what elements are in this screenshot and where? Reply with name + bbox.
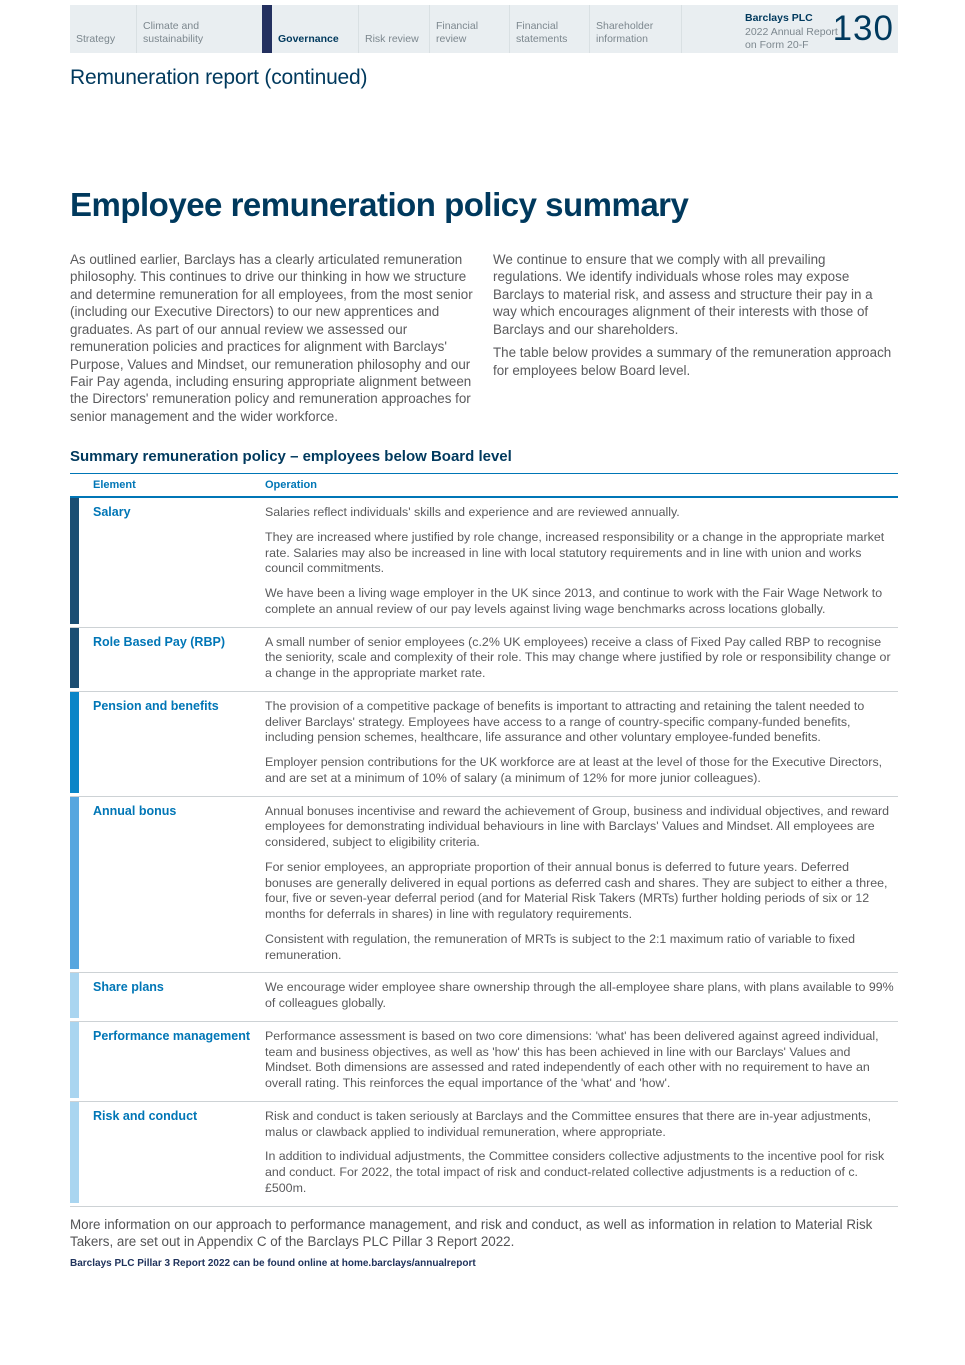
operation-cell [265, 1102, 898, 1206]
policy-row-share-plans [70, 972, 898, 1021]
operation-paragraph: Consistent with regulation, the remuneration of MRTs is subject to the 2:1 maximum ratio of variable to fixed remuneration. [265, 931, 855, 962]
tab-financial-statements[interactable] [509, 5, 589, 53]
operation-cell [265, 692, 898, 796]
policy-row-risk-and-conduct [70, 1101, 898, 1206]
operation-paragraph: A small number of senior employees (c.2% UK employees) receive a class of Fixed Pay called RBP to recognise the seniority, scale and complexity of their role. This may change where justified by role or responsibility change or a change in the appropriate market rate. [265, 634, 891, 681]
intro-paragraph: As outlined earlier, Barclays has a clearly articulated remuneration philosophy. This continues to drive our thinking in how we structure and determine remuneration for all employees, from the most senior (including our Executive Directors) to our new apprentices and graduates. As part of our annual review we assessed our remuneration policies and practices for alignment with Barclays' Purpose, Values and Mindset, our remuneration philosophy and our Fair Pay agenda, including ensuring appropriate alignment between the Directors' remuneration policy and remuneration approaches for senior management and the wider workforce. [70, 252, 473, 424]
footer-small-note: Barclays PLC Pillar 3 Report 2022 can be found online at home.barclays/annualreport [70, 1257, 476, 1269]
operation-paragraph: The provision of a competitive package of benefits is important to attracting and retaining the talent needed to deliver Barclays' strategy. Employees have access to a range of country-specific company-funded benefits, including pension schemes, healthcare, life assurance and other voluntary employee-funded benefits. [265, 698, 865, 745]
element-label: Share plans [93, 980, 164, 995]
operation-paragraph: Employer pension contributions for the UK workforce are at least at the level of those for the Executive Directors, and are set at a minimum of 10% of salary (a minimum of 12% for more junior colleagues). [265, 755, 883, 785]
row-accent-bar [70, 1102, 79, 1203]
policy-row-performance-management [70, 1021, 898, 1101]
operation-paragraph: Risk and conduct is taken seriously at Barclays and the Committee ensures that there are in-year adjustments, malus or clawback applied to individual remuneration, where appropriate. [265, 1108, 872, 1139]
element-label: Role Based Pay (RBP) [93, 634, 225, 649]
tab-climate-and-sustainability[interactable] [136, 5, 262, 53]
brand-block [743, 5, 843, 53]
element-label: Risk and conduct [93, 1108, 198, 1123]
operation-cell [265, 1022, 898, 1101]
policy-row-pension-and-benefits [70, 691, 898, 796]
policy-table [70, 473, 898, 1207]
operation-cell [265, 797, 898, 973]
policy-row-annual-bonus [70, 796, 898, 973]
operation-paragraph: Performance assessment is based on two core dimensions: 'what' has been delivered against agreed individual, team and business objectives, as well as 'how' this has been achieved in line with our Barclays' Values and Mindset. Both dimensions are assessed and rated independently of each other with no requirement to have an overall rating. This reinforces the equal importance of the 'what' and 'how'. [265, 1028, 879, 1091]
page-number: 130 [832, 9, 894, 48]
brand-name: Barclays PLC [745, 12, 813, 24]
operation-paragraph: Annual bonuses incentivise and reward the achievement of Group, business and individual objectives, and reward employees for demonstrating individual behaviours in line with Barclays' Values and Mindset. All employees are considered, subject to eligibility criteria. [265, 803, 890, 850]
tab-label: Financial statements [516, 19, 568, 45]
element-label: Annual bonus [93, 803, 177, 818]
operation-cell [265, 973, 898, 1021]
operation-paragraph: In addition to individual adjustments, the Committee considers collective adjustments to the incentive pool for risk and conduct. For 2022, the total impact of risk and conduct-related collective adjustments is a reduction of c. £500m. [265, 1149, 885, 1195]
row-accent-bar [70, 797, 79, 970]
operation-cell [265, 628, 898, 691]
brand-report-title: 2022 Annual Report [745, 25, 838, 38]
tab-label: Financial review [436, 19, 479, 45]
header-nav [70, 5, 898, 53]
policy-row-role-based-pay-rbp [70, 627, 898, 691]
tab-financial-review[interactable] [429, 5, 509, 53]
intro-right [493, 251, 898, 431]
column-header-operation: Operation [265, 479, 317, 492]
column-header-element: Element [93, 479, 136, 492]
tab-label: Shareholder information [596, 19, 654, 45]
row-accent-bar [70, 628, 79, 688]
tab-label: Risk review [365, 32, 419, 45]
intro-section [70, 251, 898, 431]
intro-paragraph: We continue to ensure that we comply with all prevailing regulations. We identify individuals whose roles may expose Barclays to material risk, and assess and structure their pay in a way which encourages alignment of their interests with those of Barclays and our shareholders. [493, 252, 873, 337]
element-label: Pension and benefits [93, 698, 219, 713]
operation-paragraph: We have been a living wage employer in the UK since 2013, and continue to work with the Fair Wage Network to complete an annual review of our pay levels against living wage benchmarks across locations globally. [265, 586, 883, 616]
row-accent-bar [70, 973, 79, 1018]
header-tabs [70, 5, 681, 53]
row-accent-bar [70, 692, 79, 793]
element-label: Performance management [93, 1028, 251, 1043]
tab-label: Governance [278, 32, 339, 45]
tab-risk-review[interactable] [358, 5, 429, 53]
operation-cell [265, 498, 898, 627]
intro-left [70, 251, 476, 431]
element-label: Salary [93, 505, 131, 520]
row-accent-bar [70, 498, 79, 624]
tab-label: Strategy [76, 32, 116, 45]
tab-shareholder-information[interactable] [589, 5, 681, 53]
operation-paragraph: Salaries reflect individuals' skills and experience and are reviewed annually. [265, 505, 680, 520]
tab-strategy[interactable] [70, 5, 136, 53]
tab-label: Climate and sustainability [143, 19, 204, 45]
row-accent-bar [70, 1022, 79, 1098]
brand-form: on Form 20-F [745, 39, 809, 52]
operation-paragraph: We encourage wider employee share ownership through the all-employee share plans, with plans available to 99% of colleagues globally. [265, 980, 894, 1011]
footer-note: More information on our approach to performance management, and risk and conduct, as well as information in relation to Material Risk Takers, are set out in Appendix C of the Barclays PLC Pillar 3 Report 2022. [70, 1216, 873, 1250]
report-heading: Remuneration report (continued) [70, 66, 368, 89]
page-title: Employee remuneration policy summary [70, 186, 689, 223]
policy-table-body [70, 498, 898, 1206]
operation-paragraph: For senior employees, an appropriate proportion of their annual bonus is deferred to future years. Deferred bonuses are generally delivered in equal portions as deferred cash and shares. They are subject to either a three, four, five or seven-year deferral period (and for Material Risk Takers (MRTs) further holding periods of six or 12 months for deferrals in shares) in line with regulatory requirements. [265, 859, 888, 922]
intro-paragraph: The table below provides a summary of the remuneration approach for employees below Board level. [493, 345, 892, 378]
table-header-row [70, 473, 898, 498]
table-section-title: Summary remuneration policy – employees below Board level [70, 448, 512, 466]
policy-row-salary [70, 498, 898, 627]
tab-governance[interactable] [262, 5, 358, 53]
header-spacer [681, 5, 743, 53]
operation-paragraph: They are increased where justified by role change, increased responsibility or a change in the appropriate market rate. Salaries may also be increased in line with local statutory requirements and in line with union and works council commitments. [265, 529, 885, 576]
